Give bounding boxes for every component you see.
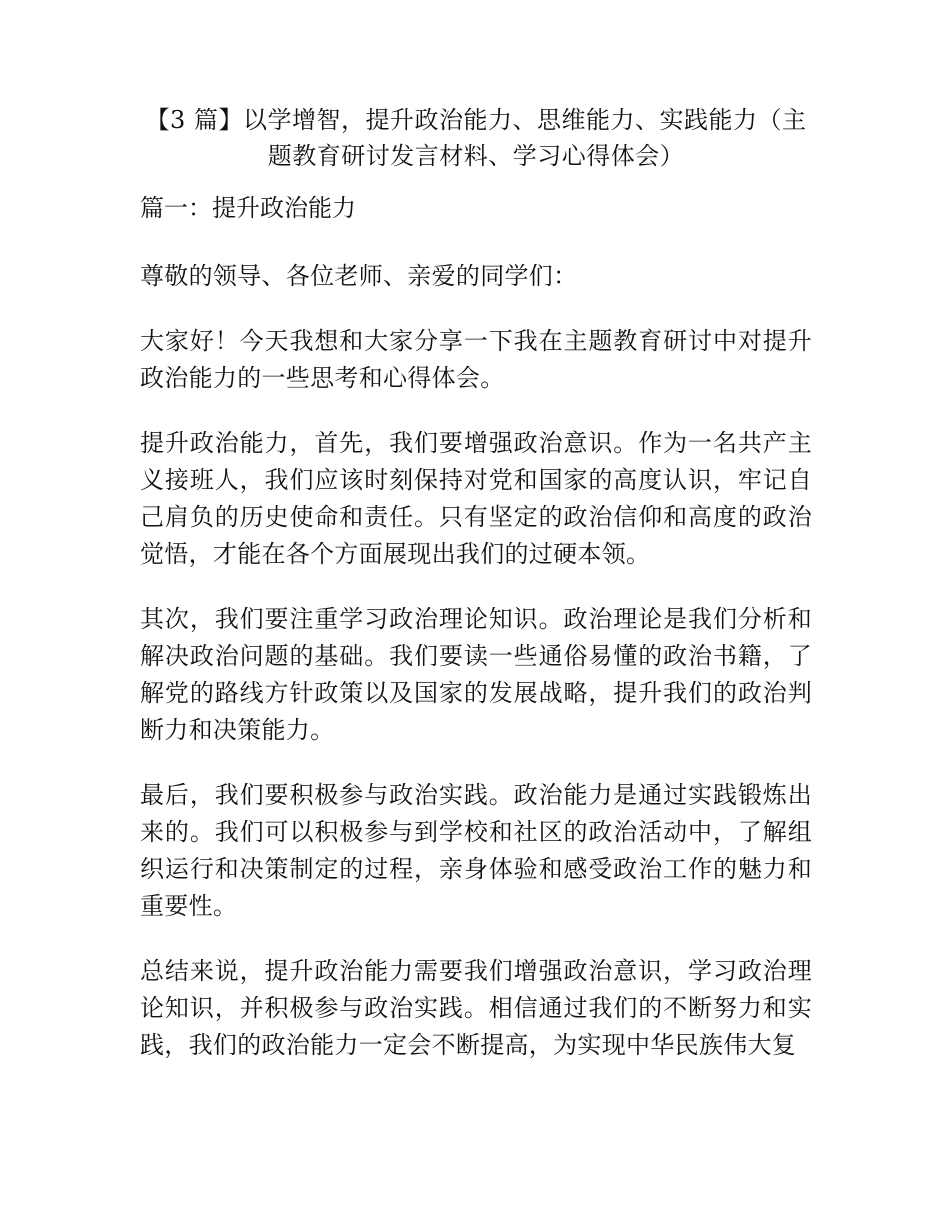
- body-paragraph-political-awareness: 提升政治能力，首先，我们要增强政治意识。作为一名共产主义接班人，我们应该时刻保持对党和国家的高度认识，牢记自己肩负的历史使命和责任。只有坚定的政治信仰和高度的政治觉悟，才能在各个方面展现出我们的过硬本领。: [140, 429, 812, 568]
- summary-paragraph: 总结来说，提升政治能力需要我们增强政治意识，学习政治理论知识，并积极参与政治实践。相信通过我们的不断努力和实践，我们的政治能力一定会不断提高，为实现中华民族伟大复: [140, 957, 812, 1059]
- greeting-paragraph: 大家好！今天我想和大家分享一下我在主题教育研讨中对提升政治能力的一些思考和心得体会。: [140, 327, 812, 392]
- body-paragraph-practice: 最后，我们要积极参与政治实践。政治能力是通过实践锻炼出来的。我们可以积极参与到学校和社区的政治活动中，了解组织运行和决策制定的过程，亲身体验和感受政治工作的魅力和重要性。: [140, 781, 812, 920]
- body-paragraph-theory-study: 其次，我们要注重学习政治理论知识。政治理论是我们分析和解决政治问题的基础。我们要读一些通俗易懂的政治书籍，了解党的路线方针政策以及国家的发展战略，提升我们的政治判断力和决策能力。: [140, 605, 812, 744]
- document-title: 【3 篇】以学增智，提升政治能力、思维能力、实践能力（主题教育研讨发言材料、学习心得体会）: [145, 106, 807, 170]
- document-body: [140, 102, 812, 1064]
- salutation-paragraph: 尊敬的领导、各位老师、亲爱的同学们：: [140, 262, 578, 290]
- section-heading: 篇一：提升政治能力: [140, 194, 356, 222]
